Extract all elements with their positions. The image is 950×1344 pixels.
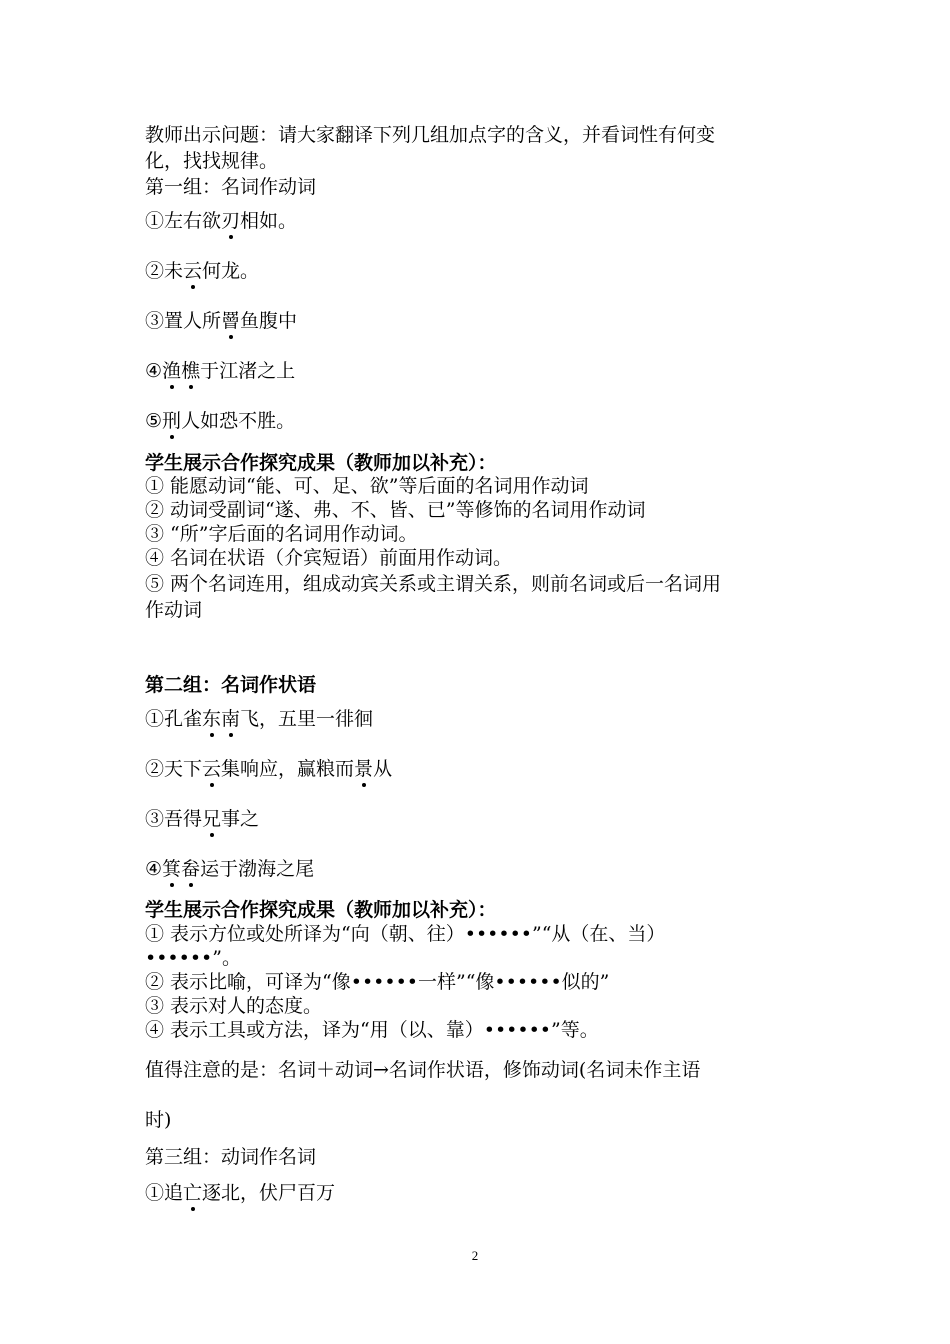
emphasis-dotted-char: 景 bbox=[354, 758, 374, 780]
example-item bbox=[145, 1181, 335, 1205]
text-segment: ④ bbox=[145, 360, 163, 382]
example-item bbox=[145, 707, 373, 731]
text-segment: ③置人所 bbox=[145, 310, 222, 332]
page-number: 2 bbox=[471, 1248, 479, 1263]
text-segment: 学生展示合作探究成果（教师加以补充）： bbox=[145, 899, 497, 921]
text-segment: ⑤ 两个名词连用，组成动宾关系或主谓关系，则前名词或后一名词用 bbox=[145, 573, 722, 595]
section-heading bbox=[145, 175, 316, 199]
example-item bbox=[145, 857, 314, 881]
note-text bbox=[145, 1108, 171, 1132]
rule-item bbox=[145, 970, 609, 994]
text-line bbox=[145, 149, 278, 173]
text-segment: ①追 bbox=[145, 1182, 184, 1204]
text-segment: ③ 表示对人的态度。 bbox=[145, 995, 323, 1017]
text-segment: 教师出示问题：请大家翻译下列几组加点字的含义，并看词性有何变 bbox=[145, 124, 716, 146]
text-segment: ①孔雀 bbox=[145, 708, 203, 730]
text-segment: 第一组：名词作动词 bbox=[145, 176, 317, 198]
example-item bbox=[145, 309, 297, 333]
example-item bbox=[145, 259, 259, 283]
rule-item bbox=[145, 946, 241, 970]
text-segment: 第二组：名词作状语 bbox=[145, 674, 317, 696]
example-item bbox=[145, 359, 295, 383]
section-heading bbox=[145, 1145, 316, 1169]
emphasis-dotted-char: 亡 bbox=[183, 1182, 203, 1204]
emphasis-dotted-char: 渔 bbox=[162, 360, 182, 382]
text-segment: 集响应，赢粮而 bbox=[221, 758, 355, 780]
emphasis-dotted-char: 罾 bbox=[221, 310, 241, 332]
rule-item bbox=[145, 572, 721, 596]
emphasis-dotted-char: 樵 bbox=[181, 360, 201, 382]
text-segment: 从 bbox=[373, 758, 393, 780]
text-segment: 作动词 bbox=[145, 599, 203, 621]
rule-item bbox=[145, 1018, 599, 1042]
rule-item bbox=[145, 546, 512, 570]
rule-item bbox=[145, 922, 665, 946]
section-heading bbox=[145, 673, 316, 697]
text-segment: 学生展示合作探究成果（教师加以补充）： bbox=[145, 452, 497, 474]
example-item bbox=[145, 757, 392, 781]
text-segment: 人如恐不胜。 bbox=[181, 410, 296, 432]
text-segment: 飞，五里一徘徊 bbox=[240, 708, 374, 730]
text-segment: 相如。 bbox=[240, 210, 298, 232]
text-segment: ••••••”。 bbox=[145, 947, 241, 969]
emphasis-dotted-char: 云 bbox=[183, 260, 203, 282]
result-heading bbox=[145, 451, 497, 475]
rule-item bbox=[145, 994, 322, 1018]
text-segment: ③吾得 bbox=[145, 808, 203, 830]
text-segment: 鱼腹中 bbox=[240, 310, 298, 332]
result-heading bbox=[145, 898, 497, 922]
text-segment: 于江渚之上 bbox=[200, 360, 296, 382]
rule-item bbox=[145, 598, 202, 622]
text-line bbox=[145, 123, 715, 147]
emphasis-dotted-char: 箕 bbox=[162, 858, 182, 880]
text-segment: 值得注意的是：名词＋动词→名词作状语，修饰动词(名词未作主语 bbox=[145, 1059, 701, 1081]
emphasis-dotted-char: 畚 bbox=[181, 858, 201, 880]
text-segment: ④ bbox=[145, 858, 163, 880]
text-segment: ④ 名词在状语（介宾短语）前面用作动词。 bbox=[145, 547, 513, 569]
text-segment: ②天下 bbox=[145, 758, 203, 780]
text-segment: 第三组：动词作名词 bbox=[145, 1146, 317, 1168]
text-segment: ② 动词受副词“遂、弗、不、皆、已”等修饰的名词用作动词 bbox=[145, 499, 646, 521]
example-item bbox=[145, 807, 259, 831]
text-segment: ⑤ bbox=[145, 410, 163, 432]
emphasis-dotted-char: 云 bbox=[202, 758, 222, 780]
text-segment: 事之 bbox=[221, 808, 260, 830]
text-segment: 运于渤海之尾 bbox=[200, 858, 315, 880]
note-text bbox=[145, 1058, 700, 1082]
text-segment: 化，找找规律。 bbox=[145, 150, 279, 172]
emphasis-dotted-char: 刑 bbox=[162, 410, 182, 432]
emphasis-dotted-char: 刃 bbox=[221, 210, 241, 232]
text-segment: ①左右欲 bbox=[145, 210, 222, 232]
rule-item bbox=[145, 474, 588, 498]
text-segment: 逐北，伏尸百万 bbox=[202, 1182, 336, 1204]
text-segment: ④ 表示工具或方法，译为“用（以、靠）••••••”等。 bbox=[145, 1019, 599, 1041]
rule-item bbox=[145, 498, 645, 522]
example-item bbox=[145, 409, 295, 433]
text-segment: ②未 bbox=[145, 260, 184, 282]
text-segment: 何龙。 bbox=[202, 260, 260, 282]
text-segment: ① 表示方位或处所译为“向（朝、往）••••••”“从（在、当） bbox=[145, 923, 666, 945]
text-segment: ③ “所”字后面的名词用作动词。 bbox=[145, 523, 418, 545]
rule-item bbox=[145, 522, 417, 546]
text-segment: 时) bbox=[145, 1109, 172, 1131]
text-segment: ① 能愿动词“能、可、足、欲”等后面的名词用作动词 bbox=[145, 475, 589, 497]
text-segment: ② 表示比喻，可译为“像••••••一样”“像••••••似的” bbox=[145, 971, 610, 993]
emphasis-dotted-char: 南 bbox=[221, 708, 241, 730]
emphasis-dotted-char: 兄 bbox=[202, 808, 222, 830]
emphasis-dotted-char: 东 bbox=[202, 708, 222, 730]
example-item bbox=[145, 209, 297, 233]
